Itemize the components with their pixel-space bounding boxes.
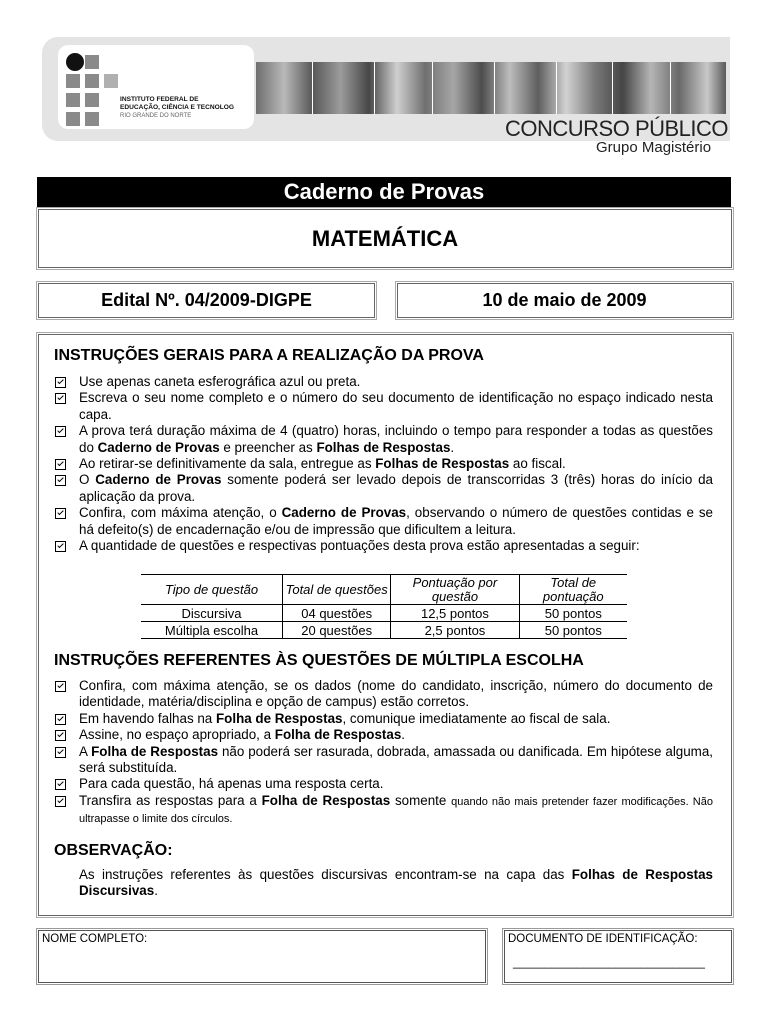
photo-strip — [256, 62, 726, 114]
bold-text: Folha de Respostas — [91, 743, 219, 759]
questions-table — [141, 574, 627, 639]
text-segment: . — [450, 439, 455, 455]
text-segment: , observando o número de questões contidas e se há defeito(s) de encadernação e/ou de impressão que dificultem a leitura. — [79, 505, 713, 537]
logo-circle-icon — [66, 53, 84, 71]
list-item — [55, 390, 713, 423]
table-header-cell: Pontuação por questão — [391, 575, 519, 605]
checkbox-icon — [55, 779, 66, 790]
list-item — [55, 538, 713, 554]
list-item — [55, 374, 713, 390]
full-name-field[interactable] — [38, 930, 486, 983]
text-segment: Escreva o seu nome completo e o número do seu documento de identificação no espaço indicado nesta capa. — [79, 390, 713, 422]
exam-date: 10 de maio de 2009 — [482, 290, 647, 310]
text-segment: Ao retirar-se definitivamente da sala, entregue as — [79, 456, 376, 472]
text-segment: Confira, com máxima atenção, o — [79, 505, 282, 521]
list-item — [55, 711, 713, 727]
text-segment: somente — [390, 792, 452, 808]
text-segment: Assine, no espaço apropriado, a — [79, 727, 275, 743]
text-segment: As instruções referentes às questões discursivas encontram-se na capa das — [79, 867, 572, 882]
checkbox-icon — [55, 796, 66, 807]
table-row — [141, 605, 627, 622]
checkbox-icon — [55, 681, 66, 692]
text-segment: . — [401, 727, 406, 743]
table-cell: Múltipla escolha — [141, 622, 283, 639]
table-cell: 20 questões — [283, 622, 391, 639]
table-row — [141, 622, 627, 639]
small-text: quando não mais pretender fazer modificações. Não ultrapasse o limite dos círculos. — [79, 795, 713, 826]
bold-text: Folha de Respostas — [215, 710, 343, 726]
institution-name-line2: EDUCAÇÃO, CIÊNCIA E TECNOLOG — [120, 104, 235, 111]
text-segment: A — [79, 743, 92, 759]
list-item — [55, 423, 713, 456]
full-name-label: NOME COMPLETO: — [42, 933, 148, 945]
list-item — [55, 456, 713, 472]
list-item — [55, 727, 713, 743]
text-segment: não poderá ser rasurada, dobrada, amassada ou danificada. Em hipótese alguma, será substituída. — [79, 743, 714, 776]
id-document-field[interactable] — [504, 930, 732, 983]
checkbox-icon — [55, 459, 66, 470]
list-item — [55, 776, 713, 792]
multiple-choice-list — [55, 678, 713, 828]
table-cell: 04 questões — [283, 605, 391, 622]
observation-heading: OBSERVAÇÃO: — [54, 842, 173, 859]
table-header-cell: Total de questões — [283, 575, 391, 605]
text-segment: Confira, com máxima atenção, se os dados (nome do candidato, inscrição, número do documento de identidade, matéria/disciplina e opção de campus) estão corretos. — [79, 678, 713, 710]
text-segment: e preencher as — [219, 439, 317, 455]
list-item — [55, 505, 713, 538]
text-segment: Em havendo falhas na — [79, 710, 216, 726]
checkbox-icon — [55, 475, 66, 486]
table-header-cell: Total de pontuação — [519, 575, 627, 605]
id-document-line: ______________________________ — [513, 957, 705, 969]
edital-box — [38, 283, 375, 318]
text-segment: Transfira as respostas para a — [79, 792, 262, 808]
materia-title: MATEMÁTICA — [311, 226, 459, 251]
grupo-subtitle: Grupo Magistério — [596, 139, 712, 156]
checkbox-icon — [55, 508, 66, 519]
bold-text: Folhas de Respostas — [316, 439, 451, 455]
text-segment: O — [79, 472, 96, 488]
checkbox-icon — [55, 426, 66, 437]
list-item — [55, 472, 713, 505]
bold-text: Caderno de Provas — [95, 472, 222, 488]
materia-box — [38, 209, 732, 268]
caderno-title-bar: Caderno de Provas — [37, 177, 731, 207]
table-header-row — [141, 575, 627, 605]
checkbox-icon — [55, 393, 66, 404]
checkbox-icon — [55, 747, 66, 758]
table-cell: 50 pontos — [519, 622, 627, 639]
edital-number: Edital Nº. 04/2009-DIGPE — [101, 290, 312, 310]
text-segment: , comunique imediatamente ao fiscal de sala. — [342, 710, 611, 726]
table-cell: 2,5 pontos — [391, 622, 519, 639]
table-cell: 12,5 pontos — [391, 605, 519, 622]
list-item — [55, 793, 713, 828]
checkbox-icon — [55, 730, 66, 741]
list-item — [55, 744, 713, 777]
bold-text: Caderno de Provas — [281, 505, 407, 521]
checkbox-icon — [55, 377, 66, 388]
text-segment: Use apenas caneta esferográfica azul ou preta. — [79, 374, 361, 389]
general-instructions-list — [55, 374, 713, 554]
table-cell: Discursiva — [141, 605, 283, 622]
observation-text — [79, 867, 713, 900]
general-instructions-heading: INSTRUÇÕES GERAIS PARA A REALIZAÇÃO DA PROVA — [54, 347, 484, 364]
bold-text: Folhas de Respostas Discursivas — [79, 867, 713, 899]
concurso-title: CONCURSO PÚBLICO — [505, 116, 729, 141]
institution-name-line3: RIO GRANDE DO NORTE — [120, 113, 192, 119]
text-segment: somente poderá ser levado depois de transcorridas 3 (três) horas do início da aplicação da prova. — [79, 472, 714, 504]
bold-text: Folha de Respostas — [274, 727, 402, 743]
bold-text: Caderno de Provas — [97, 439, 220, 455]
multiple-choice-heading: INSTRUÇÕES REFERENTES ÀS QUESTÕES DE MÚLTIPLA ESCOLHA — [54, 652, 584, 669]
text-segment: A prova terá duração máxima de 4 (quatro) horas, incluindo o tempo para responder a todas as questões do — [79, 423, 713, 455]
text-segment: Para cada questão, há apenas uma resposta certa. — [79, 776, 384, 792]
bold-text: Folha de Respostas — [261, 792, 391, 808]
id-document-label: DOCUMENTO DE IDENTIFICAÇÃO: — [508, 933, 698, 945]
date-box — [397, 283, 732, 318]
table-cell: 50 pontos — [519, 605, 627, 622]
checkbox-icon — [55, 714, 66, 725]
text-segment: ao fiscal. — [509, 456, 566, 472]
checkbox-icon — [55, 541, 66, 552]
text-segment: . — [154, 883, 158, 899]
bold-text: Folhas de Respostas — [375, 456, 510, 472]
text-segment: A quantidade de questões e respectivas pontuações desta prova estão apresentadas a seguir: — [79, 538, 640, 554]
table-header-cell: Tipo de questão — [141, 575, 283, 605]
list-item — [55, 678, 713, 711]
institution-name-line1: INSTITUTO FEDERAL DE — [120, 96, 199, 103]
